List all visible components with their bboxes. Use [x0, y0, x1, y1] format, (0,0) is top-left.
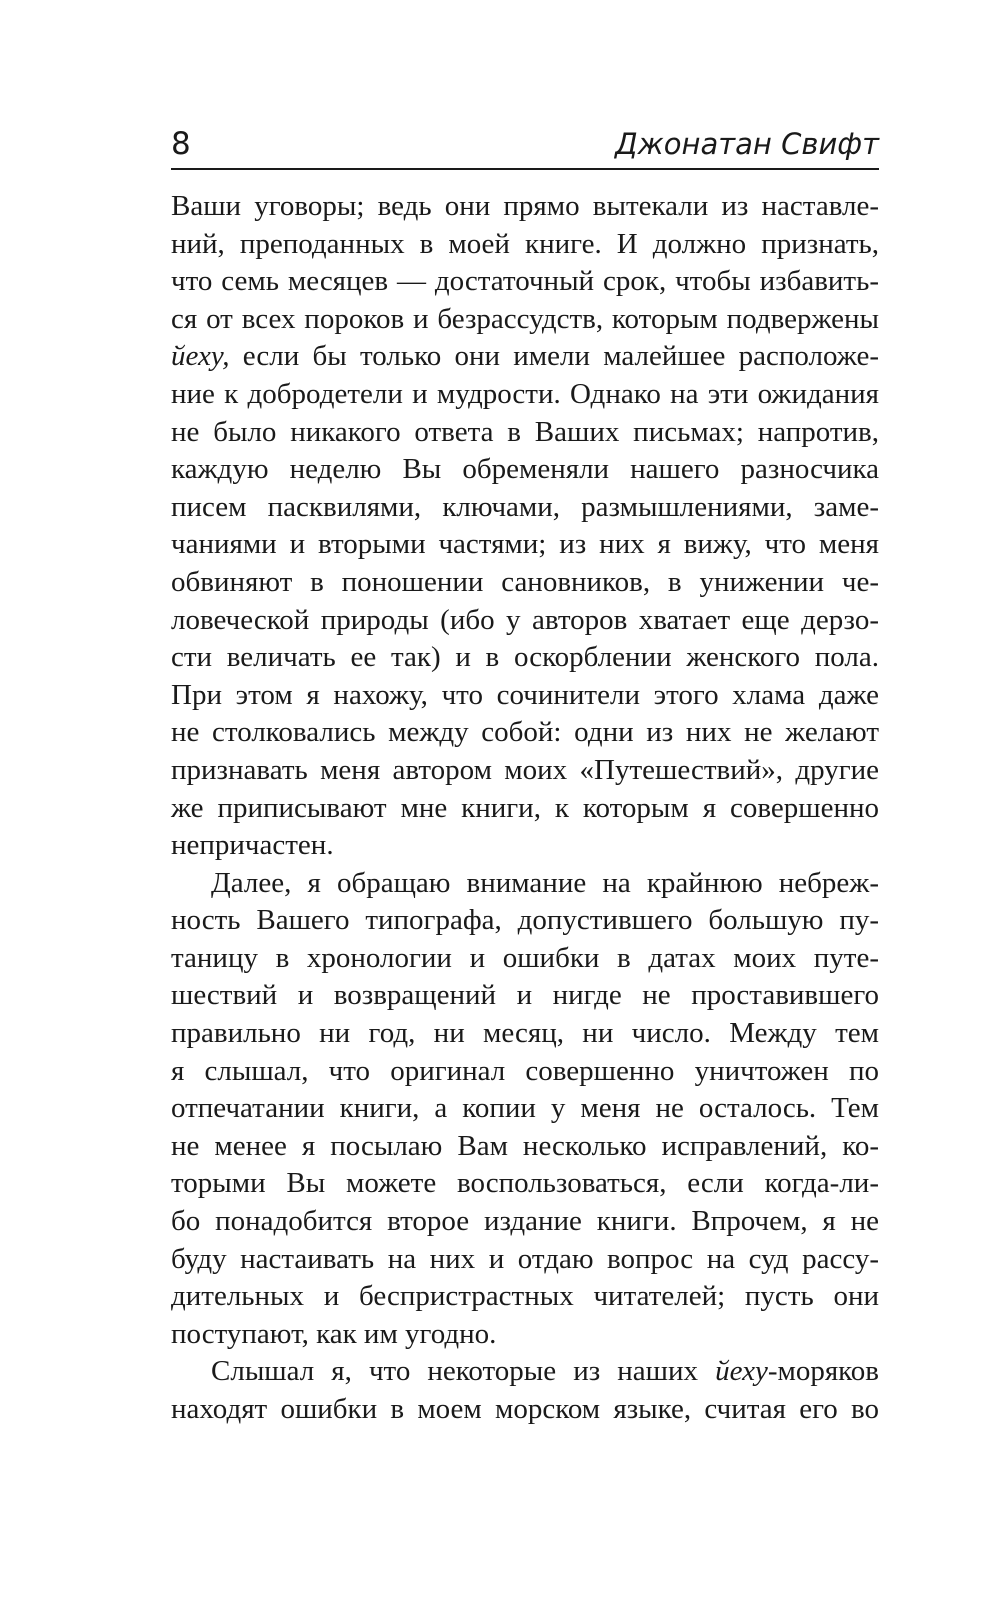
text-line: Далее, я обращаю внимание на крайнюю небреж-: [211, 866, 879, 899]
text-line: Ваши уговоры; ведь они прямо вытекали из наставле-: [171, 190, 879, 222]
text-line: я слышал, что оригинал совершенно уничтожен по: [171, 1054, 879, 1087]
italic-term: йеху: [715, 1355, 768, 1388]
running-title: Джонатан Свифт: [615, 127, 879, 161]
text-line: ловеческой природы (ибо у авторов хватает еще дерзо-: [171, 603, 879, 636]
text-line: [171, 338, 879, 376]
paragraph-2: [171, 865, 879, 1354]
text-line: дительных и беспристрастных читателей; пусть они: [171, 1280, 879, 1313]
text-line: [171, 1353, 879, 1391]
text-line: сти величать ее так) и в оскорблении женского пола.: [171, 641, 879, 674]
text-line: ний, преподанных в моей книге. И должно признать,: [171, 227, 879, 260]
text-line: При этом я нахожу, что сочинители этого хлама даже: [171, 678, 879, 711]
page-number: 8: [171, 126, 191, 162]
text-line: поступают, как им угодно.: [171, 1317, 497, 1350]
text-line: чаниями и вторыми частями; из них я вижу, что меня: [171, 528, 879, 561]
text-line: ность Вашего типографа, допустившего большую пу-: [171, 904, 879, 937]
text-line: ся от всех пороков и безрассудств, которым подвержены: [171, 302, 879, 335]
text-line: обвиняют в поношении сановников, в унижении че-: [171, 565, 879, 598]
text-line: ние к добродетели и мудрости. Однако на эти ожидания: [171, 377, 879, 410]
text-line: бо понадобится второе издание книги. Впрочем, я не: [171, 1205, 879, 1238]
paragraph-1: [171, 188, 879, 865]
running-header: [171, 126, 879, 170]
text-fragment: Слышал я, что некоторые из наших: [211, 1355, 716, 1388]
text-line: писем пасквилями, ключами, размышлениями, заме-: [171, 490, 879, 523]
text-line: отпечатании книги, а копии у меня не осталось. Тем: [171, 1092, 879, 1125]
italic-term: йеху,: [171, 340, 230, 373]
text-line: признавать меня автором моих «Путешествий», другие: [171, 753, 879, 786]
body-text: [171, 188, 879, 1429]
text-line: не столковались между собой: одни из них не желают: [171, 716, 879, 749]
text-line: правильно ни год, ни месяц, ни число. Между тем: [171, 1017, 879, 1050]
text-line: непричастен.: [171, 829, 334, 862]
text-line: таницу в хронологии и ошибки в датах моих путе-: [171, 941, 879, 974]
text-line: буду настаивать на них и отдаю вопрос на суд рассу-: [171, 1242, 879, 1275]
text-line: каждую неделю Вы обременяли нашего разносчика: [171, 453, 879, 486]
text-line: шествий и возвращений и нигде не проставившего: [171, 979, 879, 1012]
text-line: не было никакого ответа в Ваших письмах; напротив,: [171, 415, 879, 448]
text-fragment: если бы только они имели малейшее расположе-: [229, 340, 879, 373]
text-line: находят ошибки в моем морском языке, считая его во: [171, 1393, 879, 1425]
text-line: не менее я посылаю Вам несколько исправлений, ко-: [171, 1129, 879, 1162]
text-line: же приписывают мне книги, к которым я совершенно: [171, 791, 879, 824]
text-line: что семь месяцев — достаточный срок, чтобы избавить-: [171, 265, 879, 298]
text-fragment: -моряков: [767, 1355, 879, 1388]
paragraph-3: [171, 1353, 879, 1428]
text-line: торыми Вы можете воспользоваться, если когда-ли-: [171, 1167, 879, 1200]
